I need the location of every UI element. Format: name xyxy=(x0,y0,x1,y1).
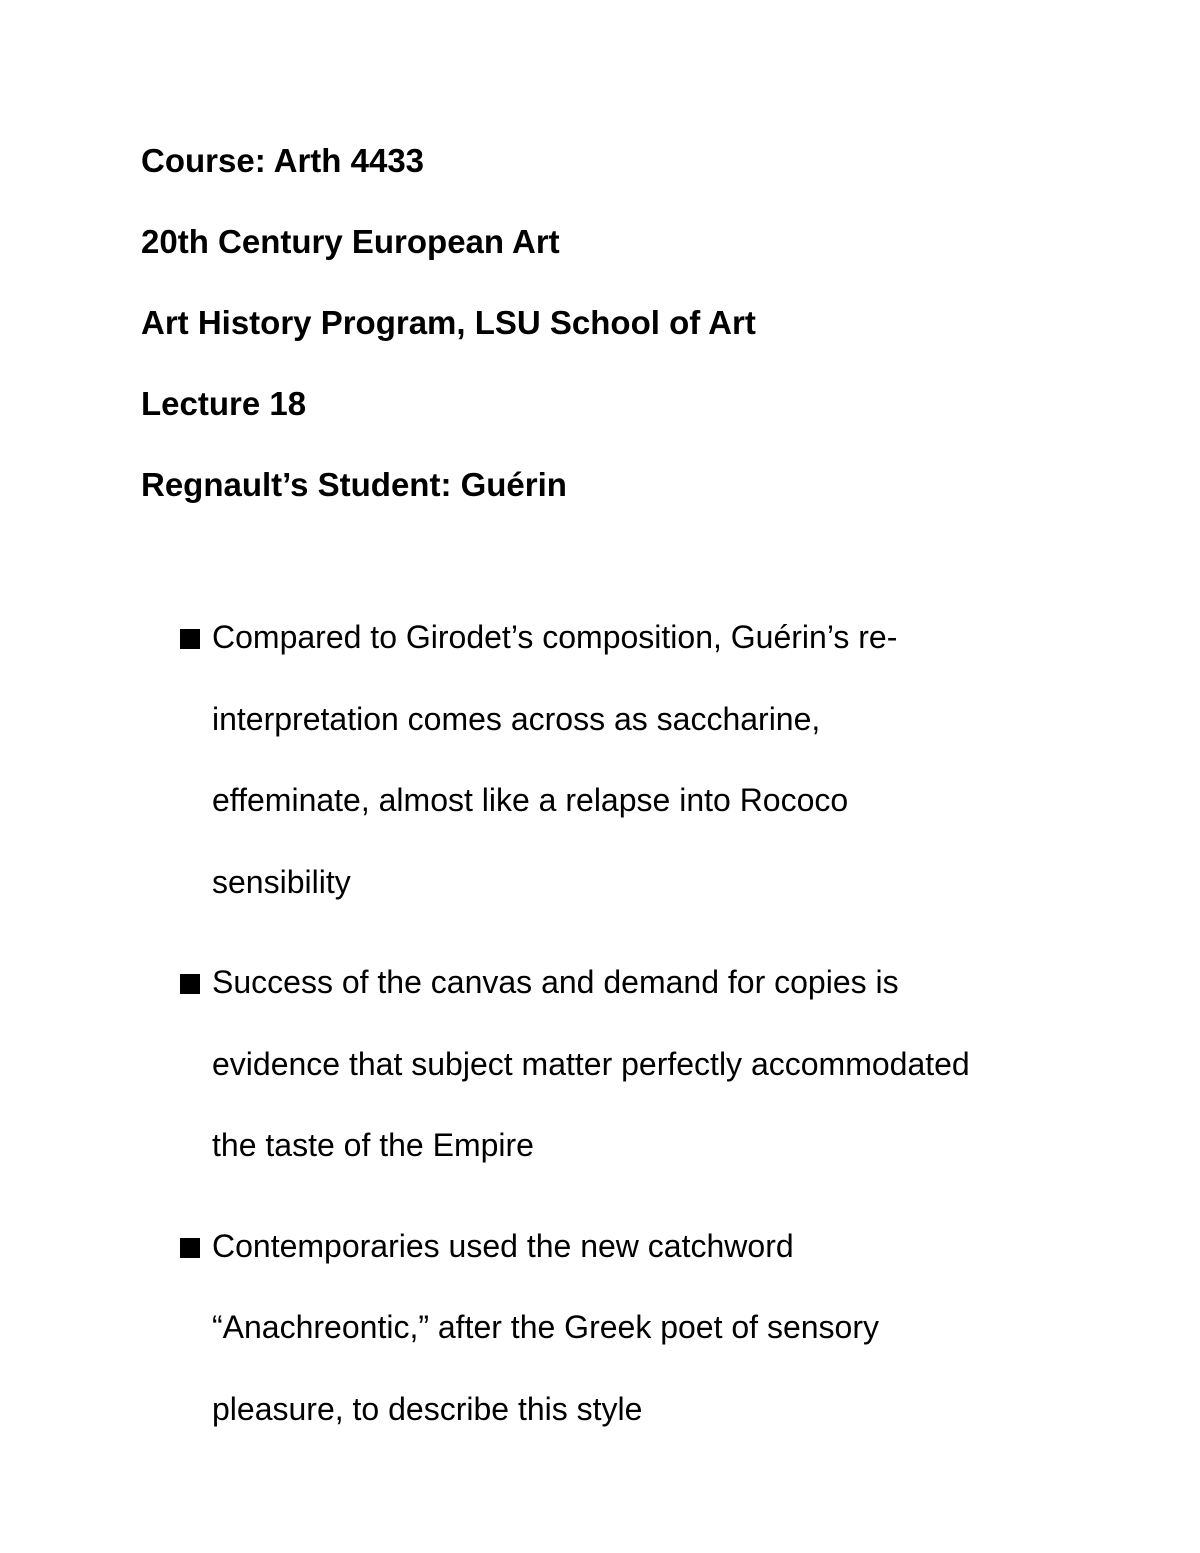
square-bullet-icon xyxy=(180,629,200,649)
bullet-text-line: the taste of the Empire xyxy=(212,1127,534,1163)
list-item xyxy=(180,1206,1080,1451)
program-heading: Art History Program, LSU School of Art xyxy=(141,304,756,341)
square-bullet-icon xyxy=(180,974,200,994)
bullet-list xyxy=(180,597,1080,1469)
bullet-text-line: Contemporaries used the new catchword xyxy=(212,1227,794,1264)
bullet-text-line: “Anachreontic,” after the Greek poet of sensory xyxy=(212,1309,879,1345)
list-item xyxy=(180,942,1080,1187)
lecture-heading: Lecture 18 xyxy=(141,385,307,422)
section-title: Regnault’s Student: Guérin xyxy=(141,466,567,503)
bullet-text-line: pleasure, to describe this style xyxy=(212,1390,643,1427)
bullet-text-line: Success of the canvas and demand for copies is xyxy=(212,964,899,1000)
bullet-text-line: effeminate, almost like a relapse into Rococo xyxy=(212,782,849,818)
list-item xyxy=(180,597,1080,923)
course-title-heading: 20th Century European Art xyxy=(141,223,560,260)
bullet-text-line: sensibility xyxy=(212,863,351,900)
bullet-text-line: interpretation comes across as saccharine, xyxy=(212,700,821,737)
course-heading: Course: Arth 4433 xyxy=(141,142,425,179)
square-bullet-icon xyxy=(180,1238,200,1258)
bullet-text-line: evidence that subject matter perfectly accommodated xyxy=(212,1045,970,1082)
bullet-text-line: Compared to Girodet’s composition, Guérin’s re- xyxy=(212,619,898,655)
